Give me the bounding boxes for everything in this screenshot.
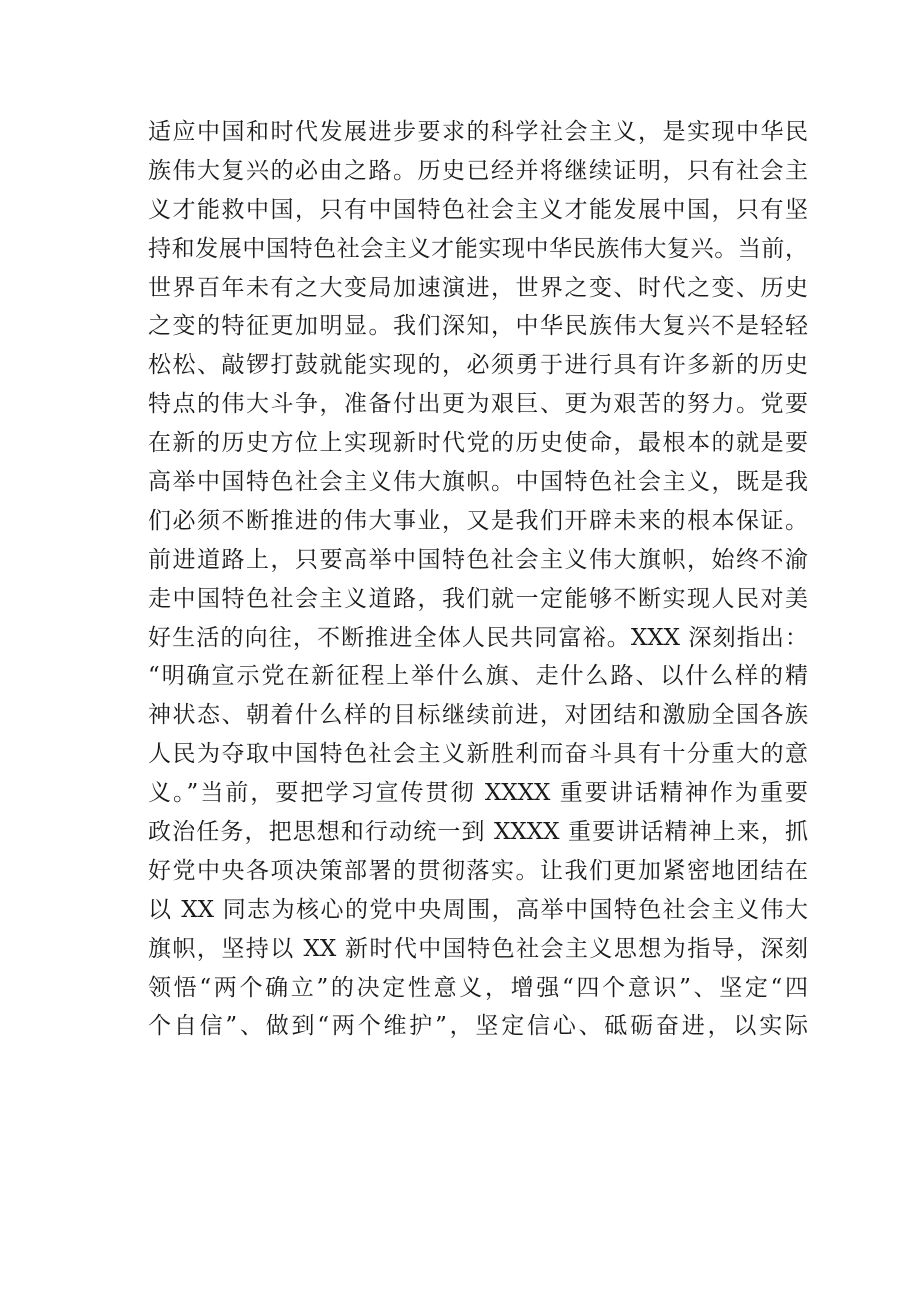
text-line: 政治任务，把思想和行动统一到 XXXX 重要讲话精神上来，抓 <box>148 819 808 846</box>
text-line: 好生活的向往，不断推进全体人民共同富裕。XXX 深刻指出： <box>148 624 808 651</box>
text-line: 适应中国和时代发展进步要求的科学社会主义，是实现中华民 <box>148 119 808 145</box>
text-line: 义才能救中国，只有中国特色社会主义才能发展中国，只有坚 <box>148 196 808 223</box>
text-line: 松松、敲锣打鼓就能实现的，必须勇于进行具有许多新的历史 <box>148 352 808 379</box>
text-line: 前进道路上，只要高举中国特色社会主义伟大旗帜，始终不渝 <box>148 546 808 573</box>
text-line: 以 XX 同志为核心的党中央周围，高举中国特色社会主义伟大 <box>148 896 808 923</box>
text-line: 义。”当前，要把学习宣传贯彻 XXXX 重要讲话精神作为重要 <box>148 780 808 807</box>
text-line: 之变的特征更加明显。我们深知，中华民族伟大复兴不是轻轻 <box>148 313 808 340</box>
text-line: “明确宣示党在新征程上举什么旗、走什么路、以什么样的精 <box>148 663 808 690</box>
text-line: 好党中央各项决策部署的贯彻落实。让我们更加紧密地团结在 <box>148 857 808 884</box>
text-line: 族伟大复兴的必由之路。历史已经并将继续证明，只有社会主 <box>148 157 808 184</box>
text-line: 走中国特色社会主义道路，我们就一定能够不断实现人民对美 <box>148 585 808 612</box>
body-paragraph <box>148 113 808 1046</box>
text-line: 在新的历史方位上实现新时代党的历史使命，最根本的就是要 <box>148 430 808 457</box>
text-line: 旗帜，坚持以 XX 新时代中国特色社会主义思想为指导，深刻 <box>148 935 808 962</box>
text-line: 持和发展中国特色社会主义才能实现中华民族伟大复兴。当前， <box>148 235 808 262</box>
text-line: 人民为夺取中国特色社会主义新胜利而奋斗具有十分重大的意 <box>148 741 808 768</box>
text-line: 高举中国特色社会主义伟大旗帜。中国特色社会主义，既是我 <box>148 469 808 496</box>
text-line: 神状态、朝着什么样的目标继续前进，对团结和激励全国各族 <box>148 702 808 729</box>
text-line: 世界百年未有之大变局加速演进，世界之变、时代之变、历史 <box>148 274 808 301</box>
text-line: 个自信”、做到“两个维护”，坚定信心、砥砺奋进，以实际 <box>148 1013 808 1040</box>
text-line: 特点的伟大斗争，准备付出更为艰巨、更为艰苦的努力。党要 <box>148 391 808 418</box>
text-line: 们必须不断推进的伟大事业，又是我们开辟未来的根本保证。 <box>148 507 808 534</box>
text-line: 领悟“两个确立”的决定性意义，增强“四个意识”、坚定“四 <box>148 974 808 1001</box>
